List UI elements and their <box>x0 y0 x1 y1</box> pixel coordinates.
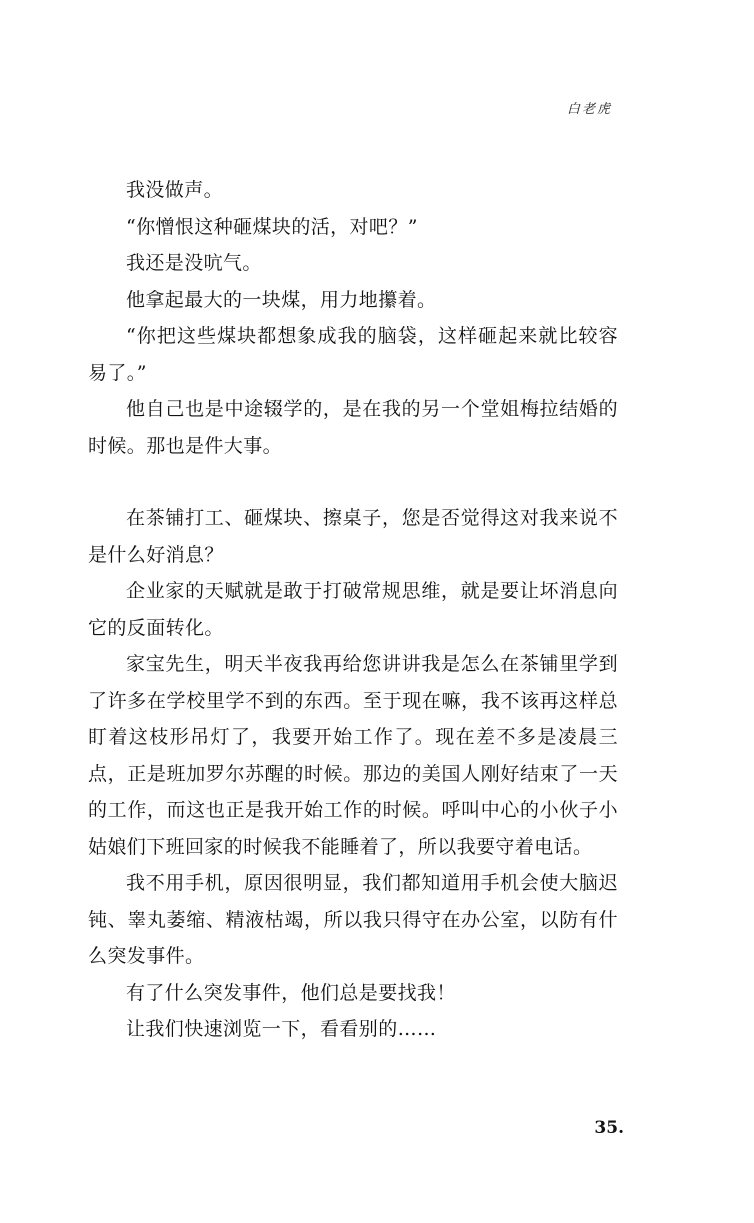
paragraph: “你憎恨这种砸煤块的活，对吧？” <box>126 215 418 238</box>
running-header-title: 白老虎 <box>566 102 612 117</box>
paragraph: 我不用手机，原因很明显，我们都知道用手机会使大脑迟钝、睾丸萎缩、精液枯竭，所以我只得守在办公室，以防有什么突发事件。 <box>88 872 618 967</box>
paragraph: 企业家的天赋就是敢于打破常规思维，就是要让坏消息向它的反面转化。 <box>88 580 618 639</box>
paragraph: 他自己也是中途辍学的，是在我的另一个堂姐梅拉结婚的时候。那也是件大事。 <box>88 398 618 457</box>
section-break <box>88 464 618 500</box>
paragraph: 在茶铺打工、砸煤块、擦桌子，您是否觉得这对我来说不是什么好消息？ <box>88 507 618 566</box>
paragraph: 我还是没吭气。 <box>126 252 262 274</box>
paragraph: 有了什么突发事件，他们总是要找我！ <box>126 981 456 1004</box>
paragraph: 让我们快速浏览一下，看看别的…… <box>126 1018 437 1040</box>
paragraph: 他拿起最大的一块煤，用力地攥着。 <box>126 288 437 311</box>
paragraph: 家宝先生，明天半夜我再给您讲讲我是怎么在茶铺里学到了许多在学校里学不到的东西。至于现在嘛，我不该再这样总盯着这枝形吊灯了，我要开始工作了。现在差不多是凌晨三点，正是班加罗尔苏醒的时候。那边的美国人刚好结束了一天的工作，而这也正是我开始工作的时候。呼叫中心的小伙子小姑娘们下班回家的时候我不能睡着了，所以我要守着电话。 <box>88 653 618 858</box>
paragraph: 我没做声。 <box>126 179 224 201</box>
paragraph: “你把这些煤块都想象成我的脑袋，这样砸起来就比较容易了。” <box>88 325 618 384</box>
body-text <box>88 172 618 1048</box>
page-number: 35. <box>594 1118 624 1138</box>
